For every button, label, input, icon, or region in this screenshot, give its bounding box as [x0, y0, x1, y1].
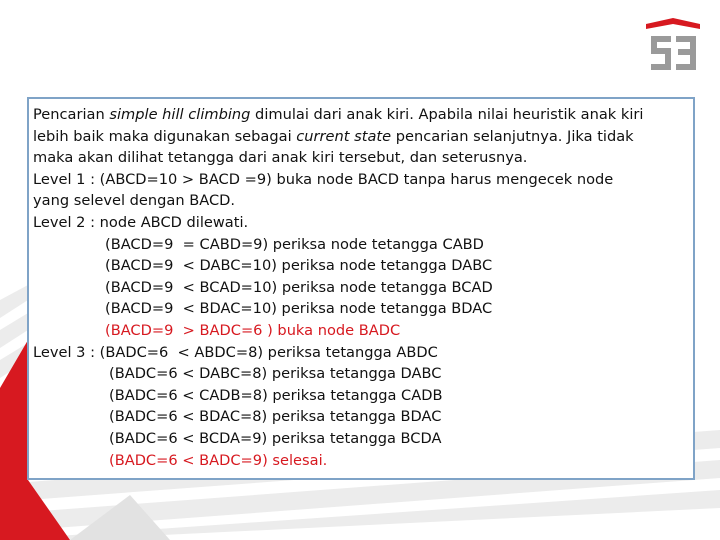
level3-row-final: (BADC=6 < BADC=9) selesai. — [109, 451, 328, 469]
level2-row: (BACD=9 < DABC=10) periksa node tetangga DABC — [105, 257, 493, 275]
book-logo-icon — [642, 14, 704, 78]
level3-row: (BADC=6 < BDAC=8) periksa tetangga BDAC — [109, 408, 442, 426]
level3-row: (BADC=6 < DABC=8) periksa tetangga DABC — [109, 365, 442, 383]
content-panel — [27, 97, 695, 480]
level2-row-selected: (BACD=9 > BADC=6 ) buka node BADC — [105, 321, 401, 339]
intro-text: pencarian selanjutnya. Jika tidak — [391, 127, 634, 145]
level2-row: (BACD=9 < BDAC=10) periksa node tetangga BDAC — [105, 300, 493, 318]
level3-row: (BADC=6 < CADB=8) periksa tetangga CADB — [109, 386, 443, 404]
intro-text: lebih baik maka digunakan sebagai — [33, 127, 297, 145]
intro-line-1 — [33, 104, 693, 126]
level2-row: (BACD=9 < BCAD=10) periksa node tetangga BCAD — [105, 278, 493, 296]
level3-row: (BADC=6 < BCDA=9) periksa tetangga BCDA — [109, 429, 442, 447]
intro-term: simple hill climbing — [109, 106, 251, 123]
level1-line-2: yang selevel dengan BACD. — [33, 192, 236, 210]
intro-text: Pencarian — [33, 106, 110, 123]
level1-line-1: Level 1 : (ABCD=10 > BACD =9) buka node BACD tanpa harus mengecek node — [33, 170, 614, 188]
intro-line-3: maka akan dilihat tetangga dari anak kiri tersebut, dan seterusnya. — [33, 149, 528, 167]
level2-row: (BACD=9 = CABD=9) periksa node tetangga CABD — [105, 235, 484, 253]
intro-text: dimulai dari anak kiri. Apabila nilai heuristik anak kiri — [250, 106, 644, 123]
intro-line-2 — [33, 126, 693, 148]
intro-term: current state — [296, 127, 392, 145]
level2-heading: Level 2 : node ABCD dilewati. — [33, 213, 249, 231]
level3-heading: Level 3 : (BADC=6 < ABDC=8) periksa tetangga ABDC — [33, 343, 438, 361]
